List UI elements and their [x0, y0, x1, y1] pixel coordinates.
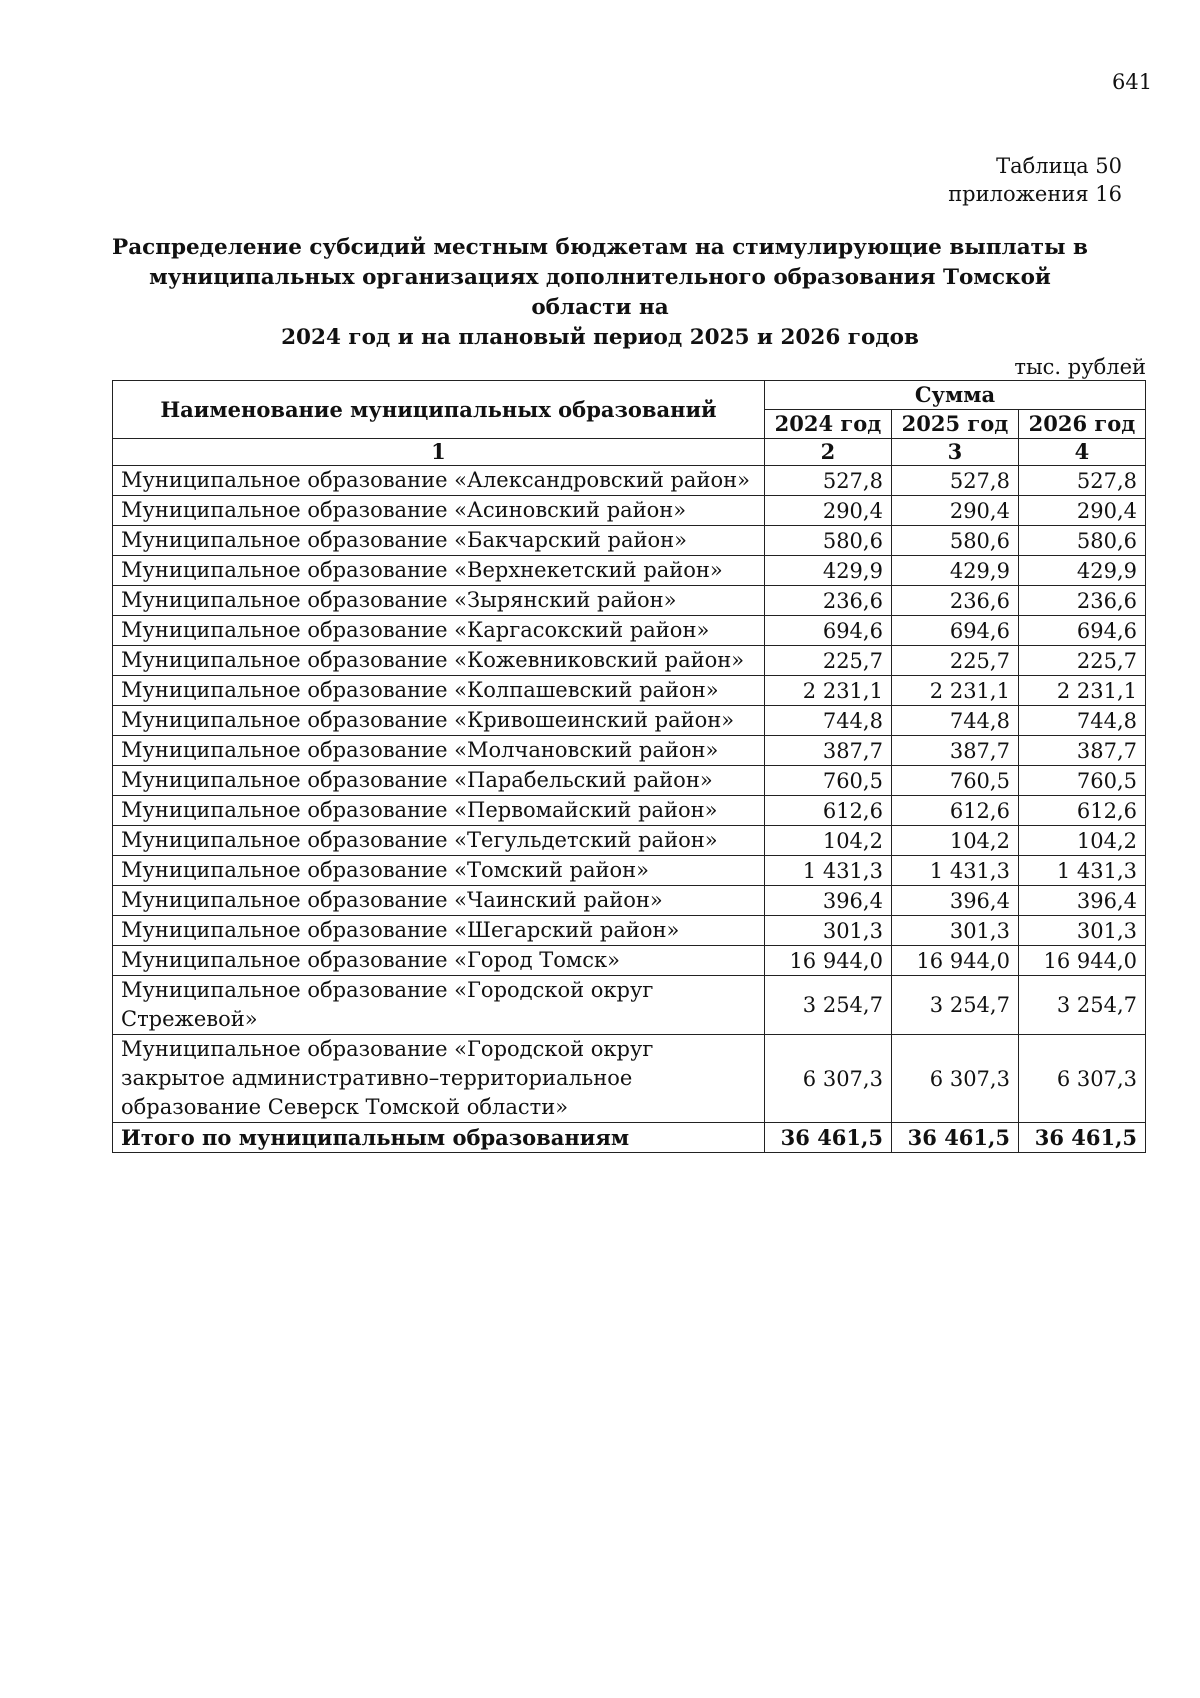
table-row	[113, 616, 1146, 646]
amount-cell: 290,4	[891, 496, 1018, 526]
amount-cell: 225,7	[891, 646, 1018, 676]
amount-cell: 104,2	[1018, 826, 1145, 856]
header-year: 2024 год	[764, 410, 891, 439]
table-row	[113, 826, 1146, 856]
units-label: тыс. рублей	[1014, 355, 1146, 379]
amount-cell: 301,3	[891, 916, 1018, 946]
amount-cell: 387,7	[891, 736, 1018, 766]
amount-cell: 527,8	[1018, 466, 1145, 496]
table-row	[113, 766, 1146, 796]
table-row	[113, 886, 1146, 916]
subsidy-table	[112, 380, 1146, 1153]
municipality-name: Муниципальное образование «Молчановский район»	[113, 736, 765, 766]
municipality-name: Муниципальное образование «Шегарский район»	[113, 916, 765, 946]
amount-cell: 225,7	[764, 646, 891, 676]
table-row	[113, 556, 1146, 586]
municipality-name: Муниципальное образование «Александровский район»	[113, 466, 765, 496]
table-reference	[948, 152, 1122, 208]
amount-cell: 1 431,3	[891, 856, 1018, 886]
amount-cell: 387,7	[1018, 736, 1145, 766]
table-reference-line1: Таблица 50	[996, 154, 1122, 178]
municipality-name: Муниципальное образование «Городской округ Стрежевой»	[113, 976, 765, 1035]
table-row	[113, 496, 1146, 526]
municipality-name: Муниципальное образование «Тегульдетский район»	[113, 826, 765, 856]
municipality-name: Муниципальное образование «Парабельский район»	[113, 766, 765, 796]
total-value: 36 461,5	[764, 1123, 891, 1153]
amount-cell: 580,6	[891, 526, 1018, 556]
amount-cell: 6 307,3	[764, 1035, 891, 1123]
amount-cell: 3 254,7	[764, 976, 891, 1035]
total-row	[113, 1123, 1146, 1153]
municipality-name: Муниципальное образование «Колпашевский район»	[113, 676, 765, 706]
table-row	[113, 676, 1146, 706]
column-number-row	[113, 439, 1146, 466]
amount-cell: 694,6	[891, 616, 1018, 646]
amount-cell: 16 944,0	[764, 946, 891, 976]
amount-cell: 527,8	[891, 466, 1018, 496]
amount-cell: 290,4	[764, 496, 891, 526]
municipality-name: Муниципальное образование «Асиновский район»	[113, 496, 765, 526]
municipality-name: Муниципальное образование «Первомайский район»	[113, 796, 765, 826]
table-reference-line2: приложения 16	[948, 182, 1122, 206]
table-row	[113, 946, 1146, 976]
amount-cell: 16 944,0	[891, 946, 1018, 976]
table-row	[113, 646, 1146, 676]
municipality-name: Муниципальное образование «Верхнекетский район»	[113, 556, 765, 586]
amount-cell: 236,6	[764, 586, 891, 616]
header-year: 2025 год	[891, 410, 1018, 439]
amount-cell: 580,6	[764, 526, 891, 556]
title-line: 2024 год и на плановый период 2025 и 2026 годов	[281, 325, 919, 350]
amount-cell: 6 307,3	[891, 1035, 1018, 1123]
amount-cell: 301,3	[1018, 916, 1145, 946]
table-row	[113, 586, 1146, 616]
total-value: 36 461,5	[891, 1123, 1018, 1153]
amount-cell: 6 307,3	[1018, 1035, 1145, 1123]
table-row	[113, 916, 1146, 946]
table-row	[113, 856, 1146, 886]
amount-cell: 429,9	[764, 556, 891, 586]
column-number: 3	[891, 439, 1018, 466]
column-number: 1	[113, 439, 765, 466]
title-line: Распределение субсидий местным бюджетам на стимулирующие выплаты в	[112, 235, 1088, 260]
amount-cell: 3 254,7	[1018, 976, 1145, 1035]
amount-cell: 2 231,1	[764, 676, 891, 706]
amount-cell: 429,9	[1018, 556, 1145, 586]
municipality-name: Муниципальное образование «Томский район»	[113, 856, 765, 886]
municipality-name: Муниципальное образование «Чаинский район»	[113, 886, 765, 916]
amount-cell: 396,4	[1018, 886, 1145, 916]
amount-cell: 396,4	[764, 886, 891, 916]
table-row	[113, 526, 1146, 556]
amount-cell: 16 944,0	[1018, 946, 1145, 976]
amount-cell: 1 431,3	[1018, 856, 1145, 886]
table-row	[113, 466, 1146, 496]
amount-cell: 612,6	[764, 796, 891, 826]
page-number: 641	[1112, 70, 1153, 94]
municipality-name: Муниципальное образование «Зырянский район»	[113, 586, 765, 616]
column-number: 4	[1018, 439, 1145, 466]
amount-cell: 429,9	[891, 556, 1018, 586]
table-row	[113, 796, 1146, 826]
total-label: Итого по муниципальным образованиям	[113, 1123, 765, 1153]
amount-cell: 236,6	[891, 586, 1018, 616]
amount-cell: 236,6	[1018, 586, 1145, 616]
amount-cell: 760,5	[1018, 766, 1145, 796]
amount-cell: 760,5	[891, 766, 1018, 796]
table-row	[113, 736, 1146, 766]
amount-cell: 104,2	[891, 826, 1018, 856]
amount-cell: 290,4	[1018, 496, 1145, 526]
total-value: 36 461,5	[1018, 1123, 1145, 1153]
amount-cell: 2 231,1	[1018, 676, 1145, 706]
amount-cell: 744,8	[1018, 706, 1145, 736]
municipality-name: Муниципальное образование «Городской округ закрытое административно–территориальное образование Северск Томской области»	[113, 1035, 765, 1123]
amount-cell: 760,5	[764, 766, 891, 796]
amount-cell: 3 254,7	[891, 976, 1018, 1035]
header-name: Наименование муниципальных образований	[113, 381, 765, 439]
municipality-name: Муниципальное образование «Кривошеинский район»	[113, 706, 765, 736]
amount-cell: 694,6	[1018, 616, 1145, 646]
amount-cell: 694,6	[764, 616, 891, 646]
amount-cell: 396,4	[891, 886, 1018, 916]
municipality-name: Муниципальное образование «Кожевниковский район»	[113, 646, 765, 676]
table-row	[113, 976, 1146, 1035]
municipality-name: Муниципальное образование «Бакчарский район»	[113, 526, 765, 556]
amount-cell: 744,8	[764, 706, 891, 736]
amount-cell: 301,3	[764, 916, 891, 946]
amount-cell: 580,6	[1018, 526, 1145, 556]
title-line: муниципальных организациях дополнительного образования Томской области на	[149, 265, 1051, 320]
header-sum: Сумма	[764, 381, 1145, 410]
amount-cell: 1 431,3	[764, 856, 891, 886]
table-row	[113, 706, 1146, 736]
amount-cell: 225,7	[1018, 646, 1145, 676]
amount-cell: 744,8	[891, 706, 1018, 736]
municipality-name: Муниципальное образование «Каргасокский район»	[113, 616, 765, 646]
header-year: 2026 год	[1018, 410, 1145, 439]
municipality-name: Муниципальное образование «Город Томск»	[113, 946, 765, 976]
table-row	[113, 1035, 1146, 1123]
column-number: 2	[764, 439, 891, 466]
amount-cell: 387,7	[764, 736, 891, 766]
amount-cell: 2 231,1	[891, 676, 1018, 706]
amount-cell: 612,6	[891, 796, 1018, 826]
table-body	[113, 439, 1146, 1153]
document-title	[100, 233, 1100, 353]
amount-cell: 612,6	[1018, 796, 1145, 826]
amount-cell: 527,8	[764, 466, 891, 496]
amount-cell: 104,2	[764, 826, 891, 856]
